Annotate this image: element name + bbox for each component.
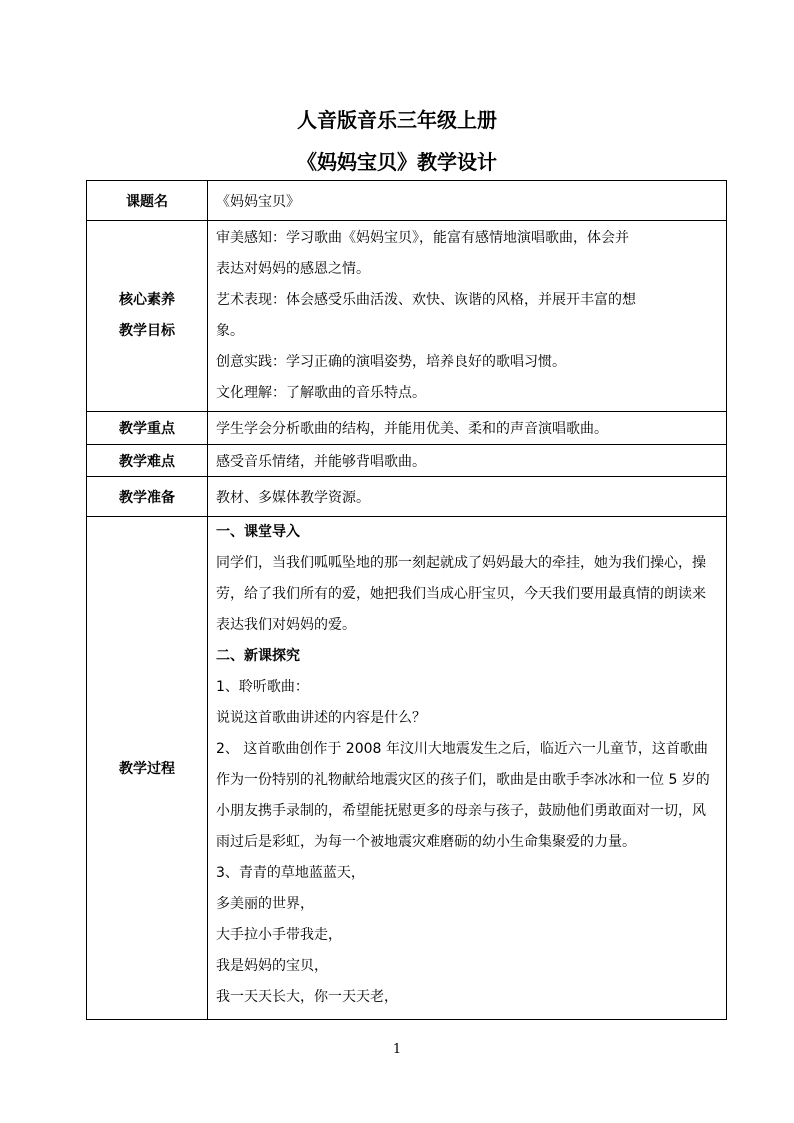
- prep-label: 教学准备: [87, 477, 208, 517]
- goals-label-line1: 核心素养: [119, 292, 175, 308]
- process-line: 2、 这首歌曲创作于 2008 年汶川大地震发生之后，临近六一儿童节，这首歌曲: [216, 741, 708, 757]
- process-line: 表达我们对妈妈的爱。: [216, 617, 356, 633]
- process-heading: 一、课堂导入: [216, 524, 300, 540]
- process-line: 1、聆听歌曲：: [216, 679, 309, 695]
- table-row-difficulty: [87, 445, 727, 477]
- process-line: 作为一份特别的礼物献给地震灾区的孩子们，歌曲是由歌手李冰冰和一位 5 岁的: [216, 772, 710, 788]
- table-row-key: [87, 412, 727, 445]
- topic-value: 《妈妈宝贝》: [208, 181, 727, 221]
- table-row-prep: [87, 477, 727, 517]
- process-label: 教学过程: [87, 517, 208, 1020]
- difficulty-value: 感受音乐情绪，并能够背唱歌曲。: [208, 445, 727, 477]
- process-line: 雨过后是彩虹，为每一个被地震灾难磨砺的幼小生命集聚爱的力量。: [216, 834, 636, 850]
- process-line: 3、青青的草地蓝蓝天，: [216, 865, 365, 881]
- process-line: 大手拉小手带我走，: [216, 927, 342, 943]
- process-line: 说说这首歌曲讲述的内容是什么？: [216, 710, 426, 726]
- process-line: 小朋友携手录制的，希望能抚慰更多的母亲与孩子，鼓励他们勇敢面对一切，风: [216, 803, 706, 819]
- goal-line: 表达对妈妈的感恩之情。: [216, 261, 370, 277]
- doc-title-line1: 人音版音乐三年级上册: [297, 108, 497, 132]
- process-line: 我一天天长大，你一天天老，: [216, 989, 398, 1005]
- key-value: 学生学会分析歌曲的结构，并能用优美、柔和的声音演唱歌曲。: [208, 412, 727, 445]
- goal-line: 创意实践：学习正确的演唱姿势，培养良好的歌唱习惯。: [216, 354, 566, 370]
- goal-line: 象。: [216, 323, 244, 339]
- goals-label: [87, 221, 208, 412]
- table-row-topic: [87, 181, 727, 221]
- page-number: 1: [392, 1042, 402, 1057]
- process-heading: 二、新课探究: [216, 648, 300, 664]
- table-row-goals: [87, 221, 727, 412]
- process-line: 同学们，当我们呱呱坠地的那一刻起就成了妈妈最大的牵挂，她为我们操心，操: [216, 555, 706, 571]
- process-line: 我是妈妈的宝贝，: [216, 958, 328, 974]
- difficulty-label: 教学难点: [87, 445, 208, 477]
- table-row-process: [87, 517, 727, 1020]
- process-line: 多美丽的世界，: [216, 896, 314, 912]
- goal-line: 文化理解：了解歌曲的音乐特点。: [216, 385, 426, 401]
- prep-value: 教材、多媒体教学资源。: [208, 477, 727, 517]
- process-content: [208, 517, 727, 1020]
- goals-content: [208, 221, 727, 412]
- goals-label-line2: 教学目标: [119, 323, 175, 339]
- doc-title-line2: 《妈妈宝贝》教学设计: [297, 150, 497, 174]
- goal-line: 艺术表现：体会感受乐曲活泼、欢快、诙谐的风格，并展开丰富的想: [216, 292, 636, 308]
- process-line: 劳，给了我们所有的爱，她把我们当成心肝宝贝，今天我们要用最真情的朗读来: [216, 586, 706, 602]
- lesson-plan-table: [86, 180, 727, 1020]
- goal-line: 审美感知：学习歌曲《妈妈宝贝》，能富有感情地演唱歌曲，体会并: [216, 230, 629, 246]
- key-label: 教学重点: [87, 412, 208, 445]
- topic-label: 课题名: [87, 181, 208, 221]
